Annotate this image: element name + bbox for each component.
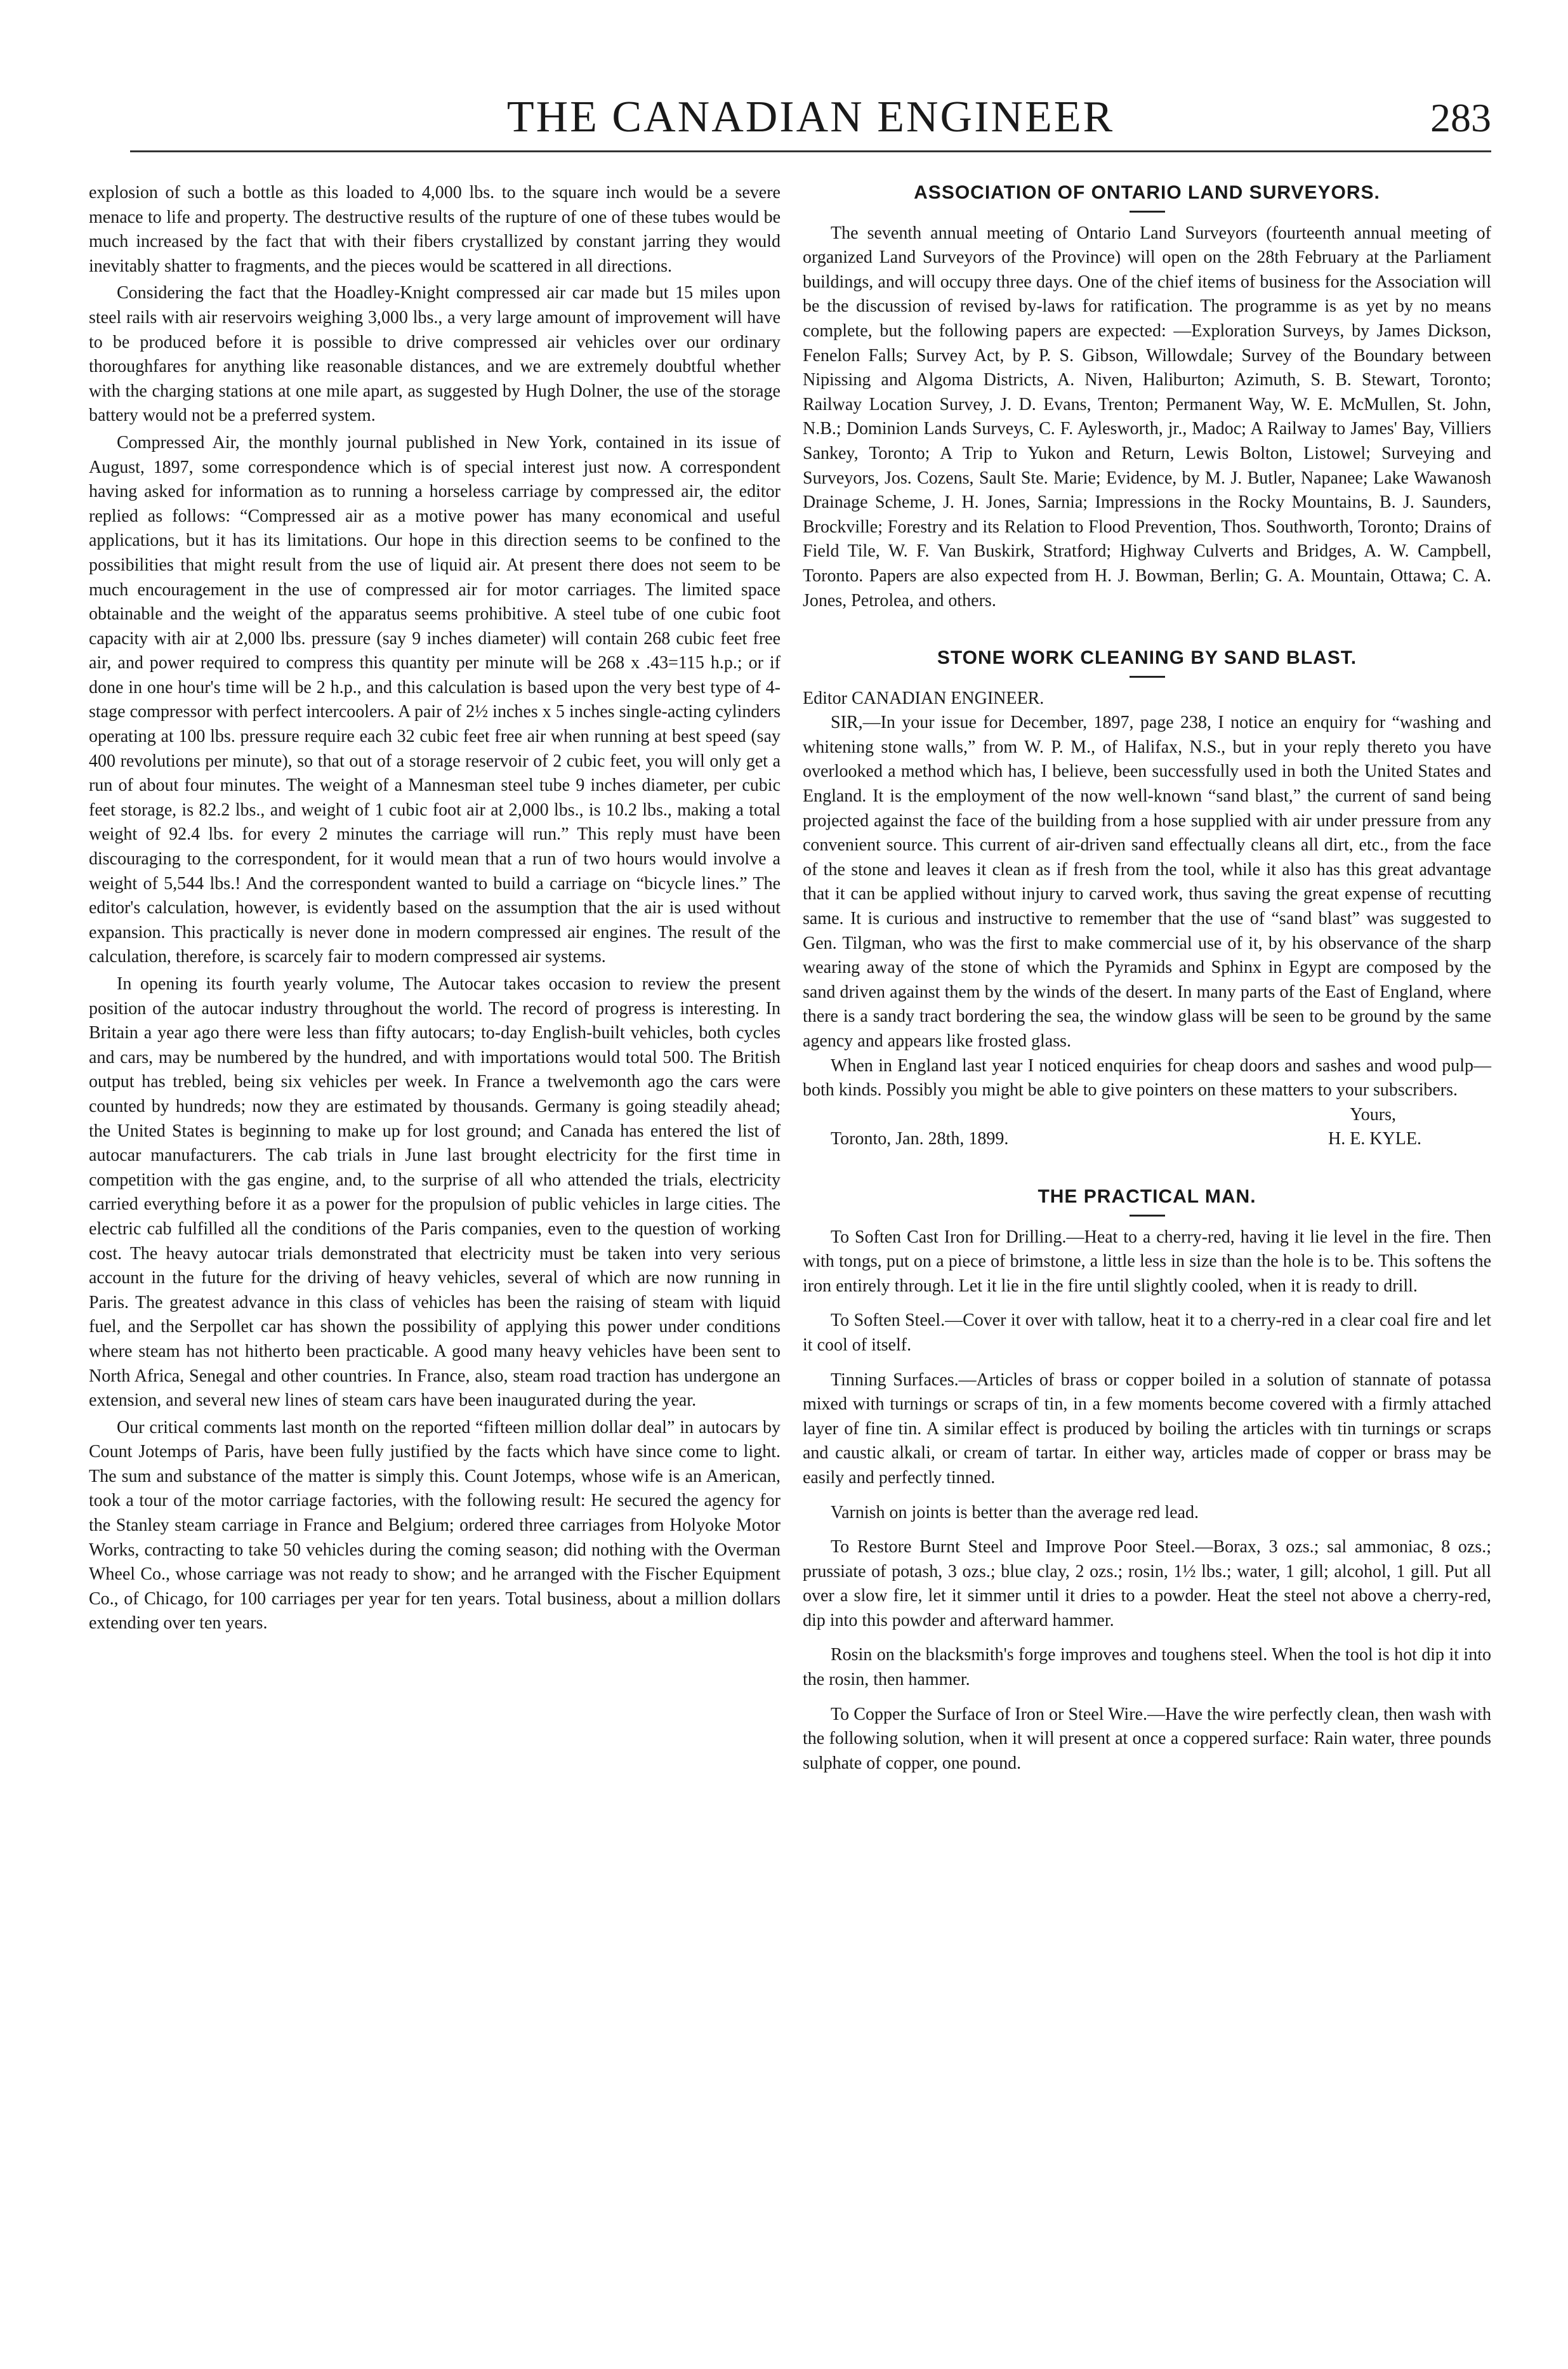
right-column (803, 181, 1491, 1776)
tip-paragraph: To Soften Cast Iron for Drilling.—Heat to a cherry-red, having it lie level in the fire. Then with tongs, put on a piece of brimstone, a little less in size than the hole is to be. This softens the iron entirely through. Let it lie in the fire until slightly cooled, when it is ready to drill. (803, 1227, 1491, 1296)
journal-title: THE CANADIAN ENGINEER (506, 93, 1115, 142)
tip-paragraph: To Restore Burnt Steel and Improve Poor Steel.—Borax, 3 ozs.; sal ammoniac, 8 ozs.; prussiate of potash, 3 ozs.; blue clay, 2 ozs.; rosin, 1½ lbs.; water, 1 gill; alcohol, 1 gill. Put all over a slow fire, let it simmer until it dries to a powder. Heat the steel not above a cherry-red, dip into this powder and afterward hammer. (803, 1537, 1491, 1630)
letter-signature-line (803, 1127, 1491, 1152)
article-paragraph: Compressed Air, the monthly journal published in New York, contained in its issue of August, 1897, some correspondence which is of special interest just now. A correspondent having asked for information as to running a horseless carriage by compressed air, the editor replied as follows: “Compressed air as a motive power has many economical and useful applications, but it has its limitations. Our hope in this direction seems to be confined to the possibilities that might result from the use of liquid air. At present there does not seem to be much encouragement in the use of compressed air for motor carriages. The limited space obtainable and the weight of the apparatus seems prohibitive. A steel tube of one cubic foot capacity with air at 2,000 lbs. pressure (say 9 inches diameter) will contain 268 cubic feet free air, and power required to compress this quantity per minute will be 268 x .43=115 h.p.; or if done in one hour's time will be 2 h.p., and this calculation is based upon the very best type of 4-stage compressor with perfect intercoolers. A pair of 2½ inches x 5 inches single-acting cylinders operating at 100 lbs. pressure require each 32 cubic feet free air when running at best speed (say 400 revolutions per minute), so that out of a storage reservoir of 2 cubic feet, you will only get a run of about four minutes. The weight of a Mannesman steel tube 9 inches diameter, per cubic feet storage, is 82.2 lbs., and weight of 1 cubic foot air at 2,000 lbs., is 10.2 lbs., making a total weight of 92.4 lbs. for every 2 minutes the carriage will run.” This reply must have been discouraging to the correspondent, for it would mean that a run of two hours would involve a weight of 5,544 lbs.! And the correspondent wanted to build a carriage on “bicycle lines.” The editor's calculation, however, is evidently based on the assumption that the air is used without expansion. This practically is never done in modern compressed air engines. The result of the calculation, therefore, is scarcely fair to modern compressed air systems. (89, 432, 781, 967)
letter-paragraph: When in England last year I noticed enquiries for cheap doors and sashes and wood pulp—both kinds. Possibly you might be able to give pointers on these matters to your subscribers. (803, 1055, 1491, 1100)
article-paragraph: explosion of such a bottle as this loaded to 4,000 lbs. to the square inch would be a severe menace to life and property. The destructive results of the rupture of one of these tubes would be much increased by the fact that with their fibers crystallized by constant jarring they would inevitably shatter to fragments, and the pieces would be scattered in all directions. (89, 183, 781, 276)
article-paragraph: Our critical comments last month on the reported “fifteen million dollar deal” in autocars by Count Jotemps of Paris, have been fully justified by the facts which have since come to light. The sum and substance of the matter is simply this. Count Jotemps, whose wife is an American, took a tour of the motor carriage factories, with the following result: He secured the agency for the Stanley steam carriage in France and Belgium; ordered three carriages from Holyoke Motor Works, contracting to take 50 vehicles during the coming season; did nothing with the Overman Wheel Co., whose carriage was not ready to show; and he arranged with the Fischer Equipment Co., of Chicago, for 100 carriages per year for ten years. Total business, about a million dollars extending over ten years. (89, 1417, 781, 1633)
page-number: 283 (1430, 95, 1491, 140)
tip-paragraph: To Copper the Surface of Iron or Steel Wire.—Have the wire perfectly clean, then wash with the following solution, when it will present at once a coppered surface: Rain water, three pounds sulphate of copper, one pound. (803, 1704, 1491, 1773)
tip-paragraph: Varnish on joints is better than the average red lead. (831, 1502, 1199, 1522)
header-rule (130, 150, 1491, 152)
letter-salutation: Editor CANADIAN ENGINEER. (803, 688, 1044, 708)
section-paragraph: The seventh annual meeting of Ontario Land Surveyors (fourteenth annual meeting of organized Land Surveyors of the Province) will open on the 28th February at the Parliament buildings, and will occupy three days. One of the chief items of business for the Association will be the discussion of revised by-laws for ratification. The programme is as yet by no means complete, but the following papers are expected: —Exploration Surveys, by James Dickson, Fenelon Falls; Survey Act, by P. S. Gibson, Willowdale; Survey of the Boundary between Nipissing and Algoma Districts, A. Niven, Haliburton; Azimuth, S. B. Stewart, Toronto; Railway Location Survey, J. D. Evans, Trenton; Permanent Way, W. E. McMullen, St. John, N.B.; Dominion Lands Surveys, C. F. Aylesworth, jr., Madoc; A Railway to James' Bay, Villiers Sankey, Toronto; A Trip to Yukon and Return, Lewis Bolton, Listowel; Surveying and Surveyors, Jos. Cozens, Sault Ste. Marie; Evidence, by M. J. Butler, Napanee; Lake Wawanosh Drainage Scheme, J. H. Jones, Sarnia; Impressions in the Rocky Mountains, B. J. Saunders, Brockville; Forestry and its Relation to Flood Prevention, Thos. Southworth, Toronto; Drains of Field Tile, W. F. Van Buskirk, Stratford; Highway Culverts and Bridges, A. W. Campbell, Toronto. Papers are also expected from H. J. Bowman, Berlin; G. A. Mountain, Ottawa; C. A. Jones, Petrolea, and others. (803, 223, 1491, 610)
heading-rule (1130, 211, 1165, 213)
heading-rule (1130, 676, 1165, 678)
heading-rule (1130, 1215, 1165, 1217)
surveyors-section (803, 181, 1491, 613)
page-header (130, 92, 1491, 149)
letter-place-date: Toronto, Jan. 28th, 1899. (831, 1129, 1009, 1149)
left-column (89, 181, 781, 1639)
article-paragraph: In opening its fourth yearly volume, The Autocar takes occasion to review the present position of the autocar industry throughout the world. The record of progress is interesting. In Britain a year ago there were less than fifty autocars; to-day English-built vehicles, both cycles and cars, may be numbered by the hundred, and with importations would total 500. The British output has trebled, being six vehicles per week. In France a twelvemonth ago the cars were counted by hundreds; now they are estimated by thousands. Germany is going steadily ahead; the United States is beginning to make up for lost ground; and Canada has entered the list of autocar manufacturers. The cab trials in June last brought electricity for the first time in competition with the gas engine, and, to the surprise of all who attended the trials, electricity carried everything before it as a power for the propulsion of public vehicles in large cities. The electric cab fulfilled all the conditions of the Paris companies, even to the question of working cost. The heavy autocar trials demonstrated that electricity must be taken into very serious account in the future for the driving of heavy vehicles, several of which are now running in Paris. The greatest advance in this class of vehicles has been the raising of steam with liquid fuel, and the Serpollet car has shown the possibility of applying this power under conditions where steam has not hitherto been practicable. A good many heavy vehicles have been sent to North Africa, Senegal and other countries. In France, also, steam road traction has undergone an extension, and several new lines of steam cars have been inaugurated during the year. (89, 974, 781, 1411)
section-heading: ASSOCIATION OF ONTARIO LAND SURVEYORS. (914, 182, 1380, 203)
article-paragraph: Considering the fact that the Hoadley-Knight compressed air car made but 15 miles upon steel rails with air reservoirs weighing 3,000 lbs., a very large amount of improvement will have to be produced before it is possible to drive compressed air vehicles over our ordinary thoroughfares for anything like reasonable distances, and we are extremely doubtful whether with the charging stations at one mile apart, as suggested by Hugh Dolner, the use of the storage battery would not be a preferred system. (89, 283, 781, 426)
tip-paragraph: Tinning Surfaces.—Articles of brass or copper boiled in a solution of stannate of potassa mixed with turnings or scraps of tin, in a few moments become covered with a firmly attached layer of fine tin. A similar effect is produced by boiling the articles with tin turnings or scraps and caustic alkali, or cream of tartar. In either way, articles made of copper or brass may be easily and perfectly tinned. (803, 1369, 1491, 1488)
letter-signature: H. E. KYLE. (1328, 1129, 1421, 1149)
section-heading: THE PRACTICAL MAN. (1038, 1185, 1256, 1207)
tip-paragraph: To Soften Steel.—Cover it over with tallow, heat it to a cherry-red in a clear coal fire and let it cool of itself. (803, 1310, 1491, 1355)
tip-paragraph: Rosin on the blacksmith's forge improves and toughens steel. When the tool is hot dip it into the rosin, then hammer. (803, 1645, 1491, 1690)
practical-man-section (803, 1185, 1491, 1776)
letter-paragraph: SIR,—In your issue for December, 1897, page 238, I notice an enquiry for “washing and whitening stone walls,” from W. P. M., of Halifax, N.S., but in your reply thereto you have overlooked a method which has, I believe, been successfully used in both the United States and England. It is the employment of the now well-known “sand blast,” the current of sand being projected against the face of the building from a hose supplied with air under pressure from any convenient source. This current of air-driven sand effectually cleans all dirt, etc., from the face of the stone and leaves it clean as if fresh from the tool, while it also has this great advantage that it can be applied without injury to carved work, thus saving the great expense of recutting same. It is curious and instructive to remember that the use of “sand blast” was suggested to Gen. Tilgman, who was the first to make commercial use of it, by his observance of the sharp wearing away of the stone of which the Pyramids and Sphinx in Egypt are composed by the sand driven against them by the winds of the desert. In many parts of the East of England, where there is a sandy tract bordering the sea, the window glass will be seen to be ground by the same agency and appears like frosted glass. (803, 713, 1491, 1051)
letter-closing: Yours, (1350, 1104, 1396, 1125)
stonework-section (803, 646, 1491, 1152)
section-heading: STONE WORK CLEANING BY SAND BLAST. (937, 647, 1357, 669)
